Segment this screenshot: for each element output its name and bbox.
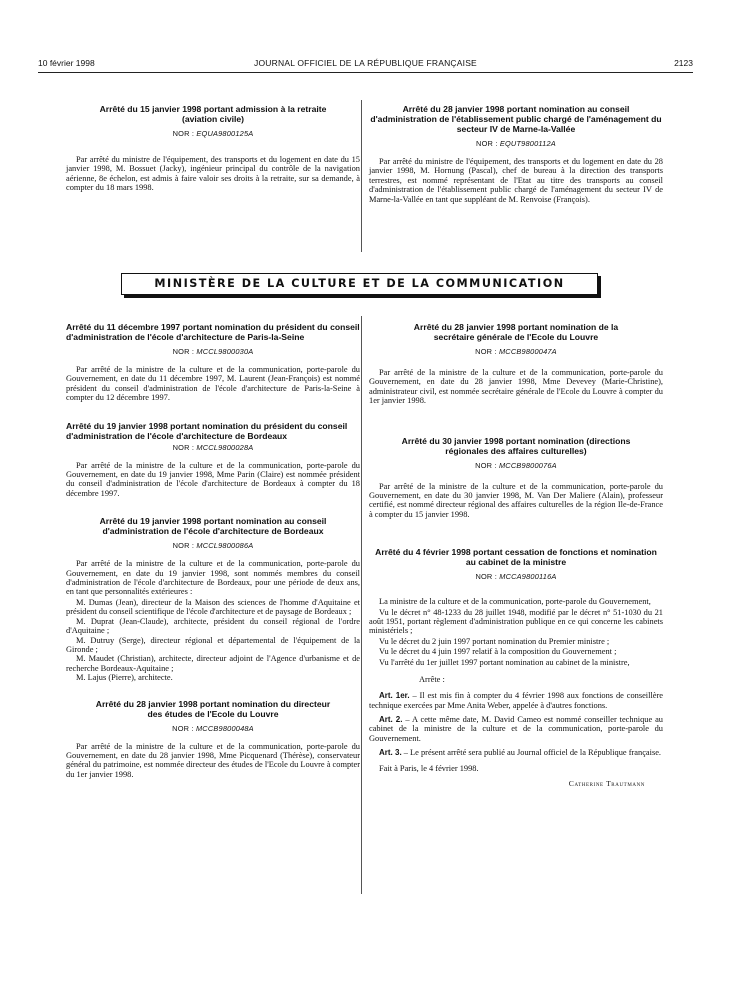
article-clause-text: – A cette même date, M. David Cameo est nommé conseiller technique au cabinet de la ministre de la culture et de la communication, porte-parole du Gouvernement. bbox=[369, 714, 663, 743]
article-title: Arrêté du 11 décembre 1997 portant nomination du président du conseil d'administration de l'école d'architecture de Paris-la-Seine bbox=[66, 322, 360, 342]
article-drac bbox=[369, 436, 663, 520]
nor-reference bbox=[66, 724, 360, 733]
article-title: Arrêté du 19 janvier 1998 portant nomination du président du conseil d'administration de l'école d'architecture de Bordeaux bbox=[66, 420, 348, 441]
nor-label: NOR : bbox=[475, 347, 497, 356]
running-head bbox=[38, 58, 693, 72]
article-title: Arrêté du 30 janvier 1998 portant nomination (directions régionales des affaires culturelles) bbox=[401, 435, 631, 456]
article-marne-la-vallee bbox=[369, 104, 663, 204]
visa-entry: Vu le décret n° 48-1233 du 28 juillet 1948, modifié par le décret n° 51-1030 du 21 août 1951, portant règlement d'administration publique en ce qui concerne les cabinets ministériels ; bbox=[369, 607, 663, 636]
nor-label: NOR : bbox=[172, 347, 195, 356]
top-left-column bbox=[66, 104, 360, 194]
nor-reference bbox=[369, 347, 663, 356]
header-journal-title: JOURNAL OFFICIEL DE LA RÉPUBLIQUE FRANÇAISE bbox=[254, 58, 477, 68]
done-at: Fait à Paris, le 4 février 1998. bbox=[379, 763, 479, 773]
article-paragraph: Par arrêté de la ministre de la culture et de la communication, porte-parole du Gouvernement, en date du 28 janvier 1998, Mme Picquenard (Thérèse), conservateur général du patrimoine, est nommée directeur des études de l'Ecole du Louvre à compter du 1er janvier 1998. bbox=[66, 741, 360, 779]
nor-code: MCCB9800047A bbox=[498, 347, 557, 356]
nor-reference bbox=[369, 461, 663, 470]
nor-reference bbox=[66, 129, 360, 138]
article-clause bbox=[369, 691, 663, 710]
nor-label: NOR : bbox=[172, 723, 194, 733]
nor-code: MCCB9800048A bbox=[195, 723, 254, 733]
right-column bbox=[369, 322, 663, 788]
article-paragraph: Par arrêté de la ministre de la culture et de la communication, porte-parole du Gouvernement, en date du 19 janvier 1998, sont nommés membres du conseil d'administration de l'école d'architecture de Bordeaux, pour une période de deux ans, en tant que personnalités extérieures : bbox=[66, 559, 360, 597]
nor-label: NOR : bbox=[476, 139, 498, 148]
article-bordeaux-conseil bbox=[66, 516, 360, 682]
article-number: Art. 3. bbox=[379, 748, 402, 758]
member-entry: M. Duprat (Jean-Claude), architecte, président du conseil régional de l'ordre d'Aquitaine ; bbox=[66, 616, 360, 636]
nor-reference bbox=[369, 139, 663, 148]
article-cabinet-ministre bbox=[369, 547, 663, 787]
member-entry: M. Dumas (Jean), directeur de la Maison des sciences de l'homme d'Aquitaine et président du conseil scientifique de l'école d'architecture et de paysage de Bordeaux ; bbox=[66, 597, 360, 617]
article-clause-text: – Le présent arrêté sera publié au Journal officiel de la République française. bbox=[401, 748, 662, 758]
article-clause bbox=[369, 715, 663, 743]
article-retraite-aviation bbox=[66, 104, 360, 193]
article-paris-la-seine bbox=[66, 322, 360, 403]
article-title: Arrêté du 4 février 1998 portant cessation de fonctions et nomination au cabinet de la ministre bbox=[375, 547, 657, 568]
arrete-intro: La ministre de la culture et de la communication, porte-parole du Gouvernement, bbox=[379, 597, 651, 607]
article-paragraph: Par arrêté de la ministre de la culture et de la communication, porte-parole du Gouvernement, en date du 28 janvier 1998, Mme Devevey (Marie-Christine), administrateur civil, est nommée secrétaire générale de l'Ecole du Louvre à compter du 1er janvier 1998. bbox=[369, 368, 663, 406]
nor-code: MCCL9800030A bbox=[196, 347, 254, 356]
nor-code: MCCB9800076A bbox=[498, 460, 557, 470]
nor-reference bbox=[66, 443, 360, 452]
nor-code: MCCL9800028A bbox=[196, 442, 254, 452]
nor-code: MCCA9800116A bbox=[499, 572, 557, 582]
signature: Catherine Trautmann bbox=[568, 778, 645, 788]
article-paragraph: Par arrêté de la ministre de la culture et de la communication, porte-parole du Gouvernement, en date du 11 décembre 1997, M. Laurent (Jean-François) est nommé président du conseil d'administration de l'école d'architecture de Paris-la-Seine à compter du 12 décembre 1997. bbox=[66, 365, 360, 403]
ministry-banner bbox=[121, 273, 598, 295]
member-entry: M. Lajus (Pierre), architecte. bbox=[76, 673, 173, 683]
ministry-title: MINISTÈRE DE LA CULTURE ET DE LA COMMUNICATION bbox=[154, 277, 565, 290]
article-louvre-directeur-etudes bbox=[66, 699, 360, 780]
article-title: Arrêté du 19 janvier 1998 portant nomination au conseil d'administration de l'école d'architecture de Bordeaux bbox=[99, 516, 327, 537]
article-clause-text: – Il est mis fin à compter du 4 février 1998 aux fonctions de conseillère technique exercées par Mme Anita Weber, appelée à d'autres fonctions. bbox=[369, 691, 663, 710]
article-bordeaux-president bbox=[66, 421, 360, 499]
article-title: Arrêté du 28 janvier 1998 portant nomination du directeur des études de l'Ecole du Louvre bbox=[95, 698, 331, 719]
visa-entry: Vu le décret du 4 juin 1997 relatif à la composition du Gouvernement ; bbox=[379, 647, 617, 657]
column-divider-top bbox=[361, 100, 362, 252]
nor-label: NOR : bbox=[172, 442, 195, 452]
article-title: Arrêté du 28 janvier 1998 portant nomination au conseil d'administration de l'établissement public chargé de l'aménagement du secteur IV de Marne-la-Vallée bbox=[370, 104, 662, 134]
nor-label: NOR : bbox=[172, 129, 195, 138]
left-column bbox=[66, 322, 360, 780]
visa-entry: Vu l'arrêté du 1er juillet 1997 portant nomination au cabinet de la ministre, bbox=[379, 657, 630, 667]
nor-label: NOR : bbox=[172, 541, 195, 551]
header-rule bbox=[38, 72, 693, 73]
column-divider-main bbox=[361, 316, 362, 894]
article-number: Art. 1er. bbox=[379, 691, 410, 701]
article-paragraph: Par arrêté de la ministre de la culture et de la communication, porte-parole du Gouvernement, en date du 19 janvier 1998, Mme Parin (Claire) est nommée président du conseil d'administration de l'école d'architecture de Bordeaux à compter du 18 décembre 1997. bbox=[66, 460, 360, 498]
nor-code: EQUA9800125A bbox=[196, 129, 254, 138]
article-paragraph: Par arrêté du ministre de l'équipement, des transports et du logement en date du 28 janvier 1998, M. Hornung (Pascal), chef de bureau à la direction des transports terrestres, est nommé représentant de l'Etat au titre des transports au conseil d'administration de l'établissement public chargé de l'aménagement du secteur IV de Marne-la-Vallée en tant que suppléant de M. Renvoise (François). bbox=[369, 157, 663, 204]
top-right-column bbox=[369, 104, 663, 205]
nor-label: NOR : bbox=[475, 460, 497, 470]
arrete-label: Arrête : bbox=[419, 675, 445, 685]
member-entry: M. Dutruy (Serge), directeur régional et départemental de l'équipement de la Gironde ; bbox=[66, 635, 360, 654]
article-paragraph: Par arrêté du ministre de l'équipement, des transports et du logement en date du 15 janvier 1998, M. Bossuet (Jacky), ingénieur principal du contrôle de la navigation aérienne, 8e échelon, est admis à faire valoir ses droits à la retraite, sur sa demande, à compter du 18 mars 1998. bbox=[66, 155, 360, 193]
article-title: Arrêté du 15 janvier 1998 portant admission à la retraite (aviation civile) bbox=[99, 104, 327, 124]
article-paragraph: Par arrêté de la ministre de la culture et de la communication, porte-parole du Gouvernement, en date du 30 janvier 1998, M. Van Der Maliere (Alain), professeur certifié, est nommé directeur régional des affaires culturelles de la région Ile-de-France à compter du 15 janvier 1998. bbox=[369, 481, 663, 519]
nor-reference bbox=[66, 347, 360, 356]
visa-entry: Vu le décret du 2 juin 1997 portant nomination du Premier ministre ; bbox=[379, 636, 610, 646]
nor-label: NOR : bbox=[475, 572, 497, 582]
article-number: Art. 2. bbox=[379, 714, 403, 724]
header-page-number: 2123 bbox=[674, 58, 693, 68]
header-date: 10 février 1998 bbox=[38, 58, 95, 68]
article-title: Arrêté du 28 janvier 1998 portant nomination de la secrétaire générale de l'Ecole du Louvre bbox=[413, 322, 619, 342]
article-louvre-secretaire bbox=[369, 322, 663, 406]
nor-reference bbox=[369, 572, 663, 581]
member-entry: M. Maudet (Christian), architecte, directeur adjoint de l'Agence d'urbanisme et de recherche Bordeaux-Aquitaine ; bbox=[66, 654, 360, 673]
nor-reference bbox=[66, 541, 360, 550]
article-clause bbox=[369, 748, 663, 757]
nor-code: EQUT9800112A bbox=[499, 139, 556, 148]
nor-code: MCCL9800086A bbox=[196, 541, 254, 551]
